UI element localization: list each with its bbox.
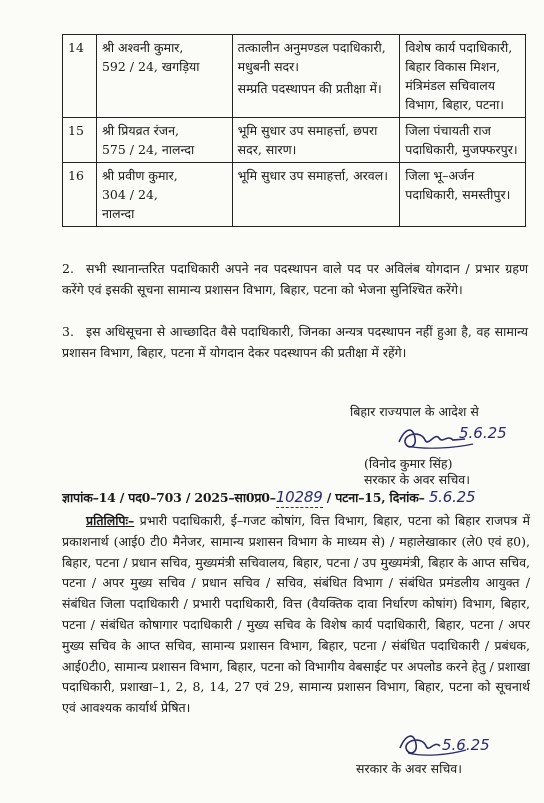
paragraph-text: सभी स्थानान्तरित पदाधिकारी अपने नव पदस्थापन वाले पद पर अविलंब योगदान / प्रभार ग्रहण करेंगे एवं इसकी सूचना सामान्य प्रशासन विभाग, बिहार, पटना को भेजना सुनिश्चित करेंगे।: [62, 261, 528, 297]
signature-1: [395, 420, 505, 459]
memo-number: 10289: [275, 488, 323, 506]
memo-reference-line: [62, 488, 532, 508]
paragraph-number: 2.: [62, 261, 74, 276]
officer-name-cell: [96, 118, 232, 163]
officer-name-cell: [96, 35, 232, 118]
serial-number: 15: [63, 118, 97, 163]
previous-posting-cell: भूमि सुधार उप समाहर्त्ता, छपरा सदर, सारण।: [232, 118, 400, 163]
officer-batch: 304 / 24,: [101, 187, 158, 202]
new-posting-cell: विशेष कार्य पदाधिकारी, बिहार विकास मिशन, मंत्रिमंडल सचिवालय विभाग, बिहार, पटना।: [400, 35, 526, 118]
copy-distribution: [62, 511, 530, 719]
officer-name-cell: [96, 163, 232, 227]
officer-name: श्री प्रियव्रत रंजन,: [101, 123, 179, 138]
paragraph-number: 3.: [62, 324, 74, 339]
officer-transfer-table: [62, 34, 526, 227]
serial-number: 14: [63, 35, 97, 118]
copy-label: प्रतिलिपिः–: [86, 513, 135, 528]
memo-middle: / पटना–15, दिनांक–: [326, 490, 425, 505]
officer-district: नालन्दा: [101, 206, 135, 221]
handwritten-signature-icon: [395, 420, 505, 454]
table-row: [63, 35, 526, 118]
previous-posting-cell: भूमि सुधार उप समाहर्त्ता, अरवल।: [232, 163, 400, 227]
paragraph-3: [62, 321, 528, 363]
paragraph-2: [62, 258, 528, 300]
signatory-designation-2: सरकार के अवर सचिव।: [356, 761, 462, 776]
signatory-designation: सरकार के अवर सचिव।: [364, 472, 470, 487]
memo-date: 5.6.25: [428, 488, 476, 506]
new-posting-cell: जिला भू–अर्जन पदाधिकारी, समस्तीपुर।: [400, 163, 526, 227]
copy-text: प्रभारी पदाधिकारी, ई–गजट कोषांग, वित्त विभाग, बिहार, पटना को बिहार राजपत्र में प्रकाशनार्थ (आई0 टी0 मैनेजर, सामान्य प्रशासन विभाग के माध्यम से) / महालेखाकार (ले0 एवं ह0), बिहार, पटना / प्रधान सचिव, मुख्यमंत्री सचिवालय, बिहार, पटना / उप मुख्यमंत्री, बिहार के आप्त सचिव, पटना / अपर मुख्य सचिव / प्रधान सचिव / सचिव, संबंधित विभाग / संबंधित प्रमंडलीय आयुक्त / संबंधित जिला पदाधिकारी / प्रभारी पदाधिकारी, वित्त (वैयक्तिक दावा निर्धारण कोषांग) विभाग, बिहार, पटना / संबंधित कोषागार पदाधिकारी / मुख्य सचिव के विशेष कार्य पदाधिकारी, बिहार, पटना / अपर मुख्य सचिव के आप्त सचिव, सामान्य प्रशासन विभाग, बिहार, पटना / संबंधित पदाधिकारी / प्रबंधक, आई0टी0, सामान्य प्रशासन विभाग, बिहार, पटना को विभागीय वेबसाईट पर अपलोड करने हेतु / प्रशाखा पदाधिकारी, प्रशाखा–1, 2, 8, 14, 27 एवं 29, सामान्य प्रशासन विभाग, बिहार, पटना को सूचनार्थ एवं आवश्यक कार्यार्थ प्रेषित।: [62, 513, 530, 716]
governor-order-line: बिहार राज्यपाल के आदेश से: [350, 404, 479, 419]
officer-name: श्री अश्वनी कुमार,: [101, 40, 184, 55]
previous-posting-cell: [232, 35, 400, 118]
signature-date: 5.6.25: [442, 736, 490, 754]
officer-batch-district: 575 / 24, नालन्दा: [101, 142, 195, 157]
signature-date: 5.6.25: [459, 424, 507, 442]
signatory-name: (विनोद कुमार सिंह): [364, 456, 453, 471]
table-row: [63, 118, 526, 163]
paragraph-text: इस अधिसूचना से आच्छादित वैसे पदाधिकारी, जिनका अन्यत्र पदस्थापन नहीं हुआ है, वह सामान्य प्रशासन विभाग, बिहार, पटना में योगदान देकर पदस्थापन की प्रतीक्षा में रहेंगे।: [62, 324, 528, 360]
new-posting-cell: जिला पंचायती राज पदाधिकारी, मुजफ्फरपुर।: [400, 118, 526, 163]
previous-posting-note: सम्प्रति पदस्थापन की प्रतीक्षा में।: [237, 81, 382, 96]
handwritten-signature-icon: [398, 726, 498, 760]
signature-2: [398, 726, 498, 763]
officer-batch-district: 592 / 24, खगड़िया: [101, 59, 200, 74]
serial-number: 16: [63, 163, 97, 227]
table-row: [63, 163, 526, 227]
memo-prefix: ज्ञापांक–14 / पद0–703 / 2025–सा0प्र0–: [62, 490, 276, 505]
officer-name: श्री प्रवीण कुमार,: [101, 168, 178, 183]
previous-posting: तत्कालीन अनुमण्डल पदाधिकारी, मधुबनी सदर।: [237, 40, 386, 74]
